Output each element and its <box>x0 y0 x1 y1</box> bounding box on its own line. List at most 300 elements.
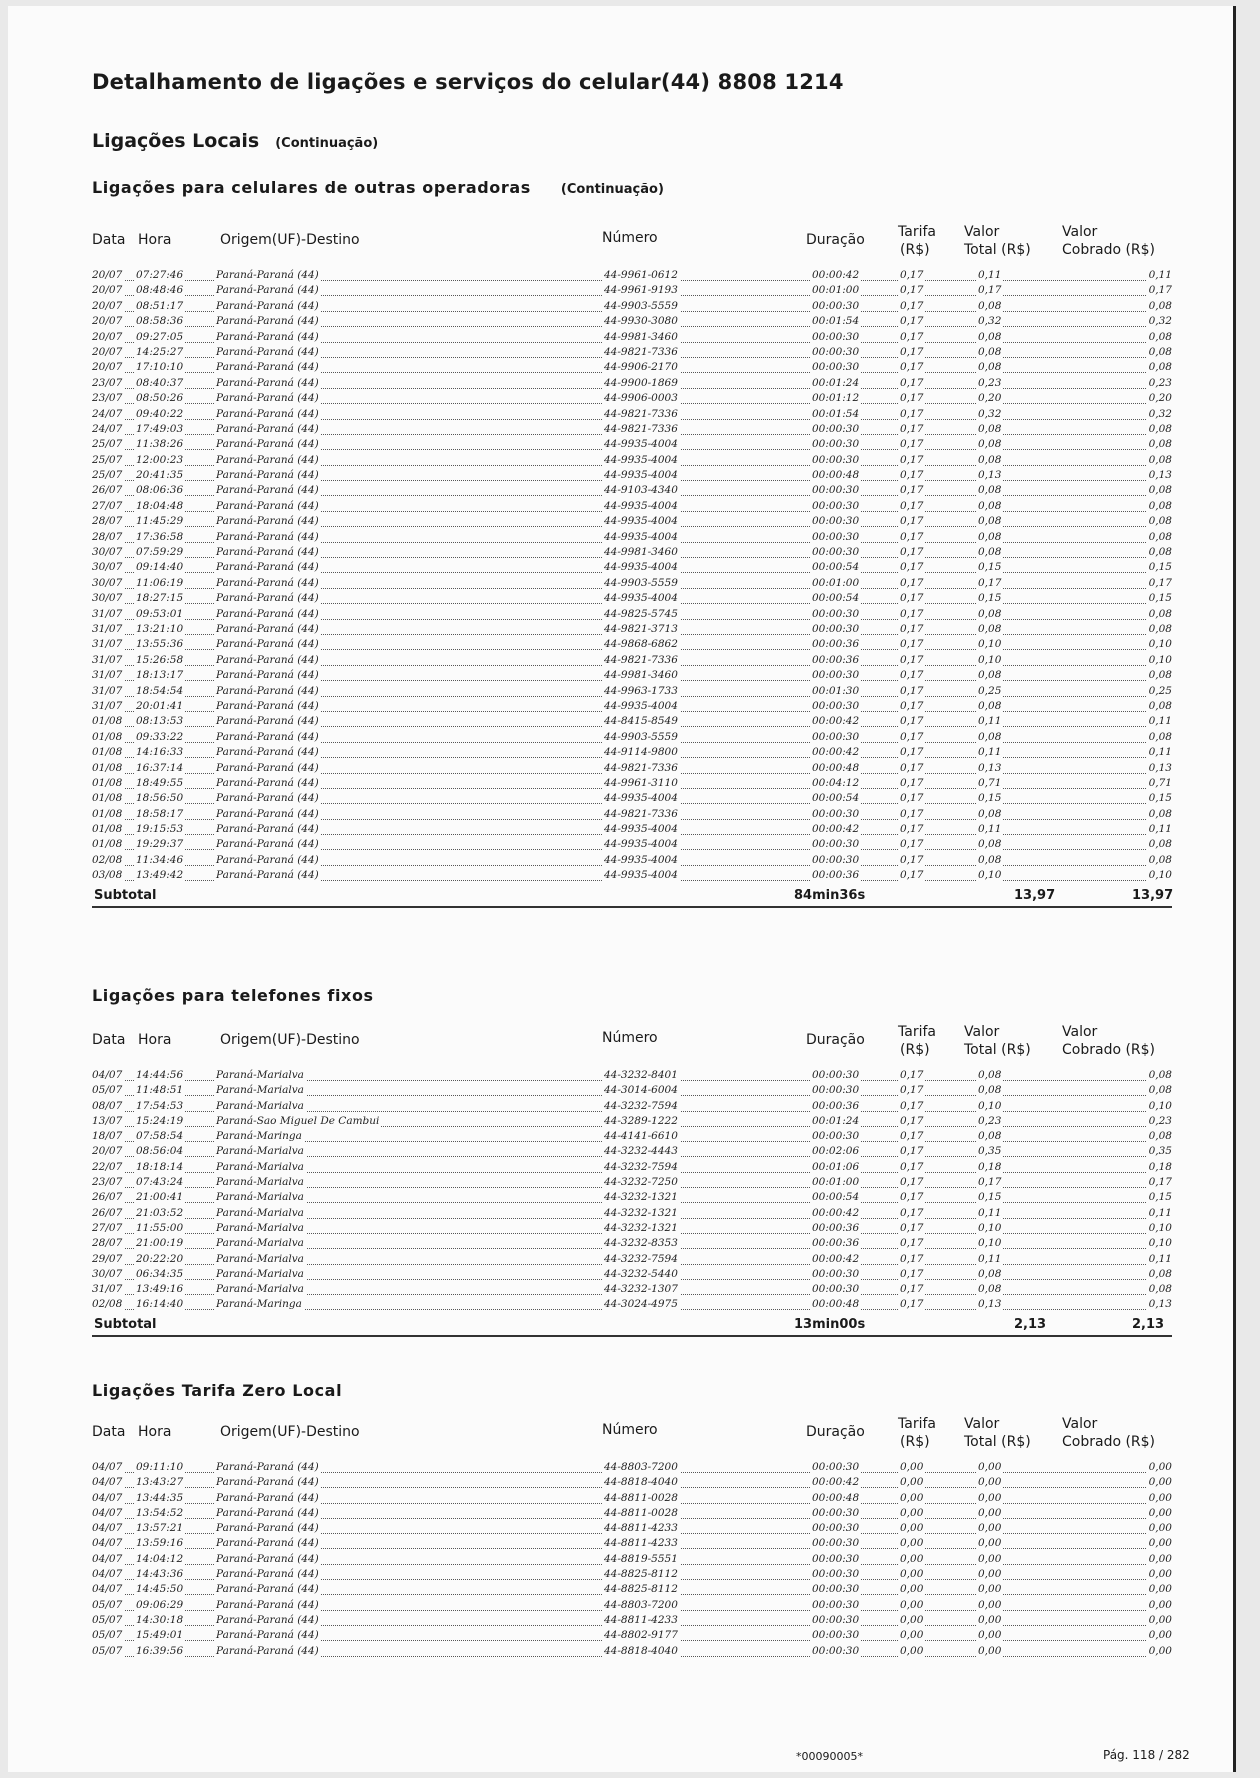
cell-time: 17:54:53 <box>136 1099 184 1112</box>
cell-origin-destination: Paraná-Marialva <box>216 1084 304 1097</box>
cell-charged: 0,17 <box>1148 1176 1172 1189</box>
cell-time: 11:45:29 <box>136 515 184 528</box>
cell-tariff: 0,17 <box>900 653 924 666</box>
cell-number: 44-9825-5745 <box>604 607 678 620</box>
section-note: (Continuação) <box>275 136 379 151</box>
cell-time: 20:41:35 <box>136 469 184 482</box>
cell-origin-destination: Paraná-Paraná (44) <box>216 869 319 882</box>
cell-duration: 00:01:54 <box>812 407 860 420</box>
cell-duration: 00:00:30 <box>812 699 860 712</box>
cell-duration: 00:00:30 <box>812 546 860 559</box>
cell-total: 0,13 <box>978 1298 1002 1311</box>
cell-charged: 0,00 <box>1148 1506 1172 1519</box>
cell-tariff: 0,00 <box>900 1537 924 1550</box>
cell-origin-destination: Paraná-Paraná (44) <box>216 1506 319 1519</box>
cell-duration: 00:00:30 <box>812 1583 860 1596</box>
cell-duration: 00:00:30 <box>812 1568 860 1581</box>
cell-charged: 0,10 <box>1148 869 1172 882</box>
table-row <box>92 745 1172 760</box>
cell-number: 44-3232-1321 <box>604 1221 678 1234</box>
column-header-cobrado-line1: Valor <box>1062 1024 1098 1040</box>
cell-tariff: 0,17 <box>900 792 924 805</box>
cell-number: 44-9821-7336 <box>604 407 678 420</box>
calls-table <box>92 224 1172 908</box>
cell-tariff: 0,00 <box>900 1461 924 1473</box>
cell-charged: 0,11 <box>1148 269 1172 281</box>
column-header-duracao: Duração <box>806 232 865 248</box>
cell-total: 0,00 <box>978 1568 1002 1581</box>
cell-date: 25/07 <box>92 453 123 466</box>
cell-date: 23/07 <box>92 392 123 405</box>
cell-time: 08:51:17 <box>136 299 184 312</box>
cell-origin-destination: Paraná-Paraná (44) <box>216 1568 319 1581</box>
cell-date: 31/07 <box>92 653 123 666</box>
cell-date: 31/07 <box>92 622 123 635</box>
cell-total: 0,08 <box>978 1283 1002 1296</box>
cell-number: 44-9821-7336 <box>604 422 678 435</box>
section-title <box>92 130 378 152</box>
cell-origin-destination: Paraná-Paraná (44) <box>216 576 319 589</box>
cell-time: 09:27:05 <box>136 330 184 343</box>
cell-charged: 0,18 <box>1148 1160 1172 1173</box>
cell-date: 31/07 <box>92 684 123 697</box>
cell-total: 0,08 <box>978 669 1002 682</box>
cell-charged: 0,00 <box>1148 1552 1172 1565</box>
cell-charged: 0,08 <box>1148 607 1172 620</box>
cell-charged: 0,00 <box>1148 1461 1172 1473</box>
cell-duration: 00:00:30 <box>812 1461 860 1473</box>
cell-time: 07:27:46 <box>136 269 184 281</box>
cell-origin-destination: Paraná-Paraná (44) <box>216 1461 319 1473</box>
table-row <box>92 1267 1172 1282</box>
cell-duration: 00:01:12 <box>812 392 860 405</box>
table-row <box>92 653 1172 668</box>
column-header-total-line1: Valor <box>964 1024 1000 1040</box>
cell-total: 0,17 <box>978 284 1002 297</box>
cell-date: 27/07 <box>92 1221 123 1234</box>
table-row <box>92 1552 1172 1567</box>
cell-number: 44-9930-3080 <box>604 315 678 328</box>
cell-tariff: 0,17 <box>900 699 924 712</box>
cell-time: 14:44:56 <box>136 1069 184 1081</box>
cell-number: 44-3232-1307 <box>604 1283 678 1296</box>
cell-time: 13:49:16 <box>136 1283 184 1296</box>
table-row <box>92 283 1172 298</box>
column-header-data: Data <box>92 1032 126 1048</box>
cell-duration: 00:01:24 <box>812 376 860 389</box>
cell-total: 0,08 <box>978 1084 1002 1097</box>
table-title-text: Ligações Tarifa Zero Local <box>92 1381 343 1400</box>
table-row <box>92 483 1172 498</box>
cell-number: 44-8811-0028 <box>604 1491 678 1504</box>
cell-time: 17:36:58 <box>136 530 184 543</box>
cell-total: 0,15 <box>978 592 1002 605</box>
cell-tariff: 0,17 <box>900 607 924 620</box>
cell-tariff: 0,00 <box>900 1613 924 1626</box>
cell-tariff: 0,17 <box>900 453 924 466</box>
column-header-data: Data <box>92 232 126 248</box>
cell-total: 0,13 <box>978 469 1002 482</box>
cell-duration: 00:00:30 <box>812 1522 860 1535</box>
cell-number: 44-8811-4233 <box>604 1537 678 1550</box>
cell-tariff: 0,17 <box>900 823 924 836</box>
cell-date: 28/07 <box>92 530 123 543</box>
cell-number: 44-3232-7594 <box>604 1160 678 1173</box>
table-title <box>92 1381 342 1400</box>
cell-total: 0,11 <box>978 715 1002 728</box>
cell-time: 09:40:22 <box>136 407 184 420</box>
cell-duration: 00:00:30 <box>812 530 860 543</box>
cell-number: 44-9935-4004 <box>604 453 678 466</box>
cell-total: 0,11 <box>978 269 1002 281</box>
column-header-tarifa-line2: (R$) <box>900 1042 930 1058</box>
cell-total: 0,13 <box>978 761 1002 774</box>
cell-origin-destination: Paraná-Marialva <box>216 1099 304 1112</box>
cell-number: 44-9821-3713 <box>604 622 678 635</box>
cell-tariff: 0,17 <box>900 530 924 543</box>
table-title-text: Ligações para celulares de outras operadoras <box>92 178 531 197</box>
column-header-numero: Número <box>602 1030 658 1046</box>
cell-total: 0,08 <box>978 438 1002 451</box>
cell-number: 44-9868-6862 <box>604 638 678 651</box>
column-header-tarifa-line1: Tarifa <box>898 1024 936 1040</box>
subtotal-duration: 13min00s <box>794 1316 866 1332</box>
cell-charged: 0,08 <box>1148 730 1172 743</box>
table-row <box>92 314 1172 329</box>
cell-date: 26/07 <box>92 484 123 497</box>
cell-time: 14:45:50 <box>136 1583 184 1596</box>
cell-origin-destination: Paraná-Paraná (44) <box>216 361 319 374</box>
cell-number: 44-9906-2170 <box>604 361 678 374</box>
cell-total: 0,15 <box>978 1191 1002 1204</box>
cell-origin-destination: Paraná-Paraná (44) <box>216 669 319 682</box>
cell-time: 13:55:36 <box>136 638 184 651</box>
cell-duration: 00:00:36 <box>812 869 860 882</box>
cell-total: 0,08 <box>978 1130 1002 1143</box>
table-row <box>92 1221 1172 1236</box>
cell-charged: 0,08 <box>1148 530 1172 543</box>
cell-origin-destination: Paraná-Paraná (44) <box>216 315 319 328</box>
cell-duration: 00:00:30 <box>812 730 860 743</box>
cell-total: 0,00 <box>978 1613 1002 1626</box>
cell-origin-destination: Paraná-Paraná (44) <box>216 1522 319 1535</box>
column-header-total-line2: Total (R$) <box>964 1434 1031 1450</box>
cell-origin-destination: Paraná-Paraná (44) <box>216 684 319 697</box>
subtotal-duration: 84min36s <box>794 887 866 903</box>
cell-tariff: 0,17 <box>900 1283 924 1296</box>
cell-time: 11:34:46 <box>136 853 184 866</box>
table-row <box>92 576 1172 591</box>
table-row <box>92 1129 1172 1144</box>
cell-date: 01/08 <box>92 776 123 789</box>
cell-origin-destination: Paraná-Paraná (44) <box>216 838 319 851</box>
column-header-origem: Origem(UF)-Destino <box>220 1032 360 1048</box>
table-row <box>92 837 1172 852</box>
table-row <box>92 1521 1172 1536</box>
cell-duration: 00:00:30 <box>812 1598 860 1611</box>
subtotal-label: Subtotal <box>94 887 157 903</box>
cell-charged: 0,15 <box>1148 592 1172 605</box>
cell-duration: 00:00:30 <box>812 1629 860 1642</box>
cell-tariff: 0,17 <box>900 1267 924 1280</box>
cell-time: 18:18:14 <box>136 1160 184 1173</box>
cell-charged: 0,08 <box>1148 361 1172 374</box>
cell-tariff: 0,17 <box>900 638 924 651</box>
cell-tariff: 0,17 <box>900 1160 924 1173</box>
cell-total: 0,00 <box>978 1629 1002 1642</box>
cell-date: 01/08 <box>92 838 123 851</box>
cell-total: 0,08 <box>978 299 1002 312</box>
cell-tariff: 0,00 <box>900 1568 924 1581</box>
cell-number: 44-9903-5559 <box>604 576 678 589</box>
cell-time: 13:43:27 <box>136 1476 184 1489</box>
table-row <box>92 761 1172 776</box>
cell-date: 04/07 <box>92 1491 123 1504</box>
cell-time: 19:29:37 <box>136 838 184 851</box>
cell-number: 44-3232-4443 <box>604 1145 678 1158</box>
cell-time: 16:37:14 <box>136 761 184 774</box>
cell-number: 44-9981-3460 <box>604 669 678 682</box>
cell-total: 0,17 <box>978 1176 1002 1189</box>
table-row <box>92 468 1172 483</box>
cell-total: 0,08 <box>978 853 1002 866</box>
cell-tariff: 0,17 <box>900 407 924 420</box>
cell-total: 0,10 <box>978 653 1002 666</box>
cell-charged: 0,08 <box>1148 438 1172 451</box>
table-row <box>92 376 1172 391</box>
column-header-origem: Origem(UF)-Destino <box>220 232 360 248</box>
cell-date: 30/07 <box>92 1267 123 1280</box>
cell-date: 25/07 <box>92 469 123 482</box>
table-row <box>92 684 1172 699</box>
cell-date: 18/07 <box>92 1130 123 1143</box>
cell-tariff: 0,17 <box>900 422 924 435</box>
page-number: Pág. 118 / 282 <box>1103 1748 1190 1762</box>
cell-tariff: 0,17 <box>900 853 924 866</box>
cell-origin-destination: Paraná-Paraná (44) <box>216 853 319 866</box>
cell-origin-destination: Paraná-Paraná (44) <box>216 392 319 405</box>
cell-date: 31/07 <box>92 607 123 620</box>
section-name: Ligações Locais <box>92 130 260 152</box>
cell-date: 30/07 <box>92 592 123 605</box>
cell-time: 09:06:29 <box>136 1598 184 1611</box>
cell-duration: 00:00:30 <box>812 345 860 358</box>
cell-date: 01/08 <box>92 807 123 820</box>
cell-charged: 0,10 <box>1148 1099 1172 1112</box>
cell-total: 0,32 <box>978 407 1002 420</box>
cell-date: 04/07 <box>92 1568 123 1581</box>
cell-number: 44-9935-4004 <box>604 438 678 451</box>
cell-date: 13/07 <box>92 1114 123 1127</box>
cell-origin-destination: Paraná-Sao Miguel De Cambui <box>216 1114 380 1127</box>
cell-duration: 00:00:30 <box>812 515 860 528</box>
cell-origin-destination: Paraná-Paraná (44) <box>216 299 319 312</box>
table-row <box>92 345 1172 360</box>
cell-origin-destination: Paraná-Paraná (44) <box>216 284 319 297</box>
cell-charged: 0,13 <box>1148 469 1172 482</box>
cell-date: 04/07 <box>92 1583 123 1596</box>
cell-date: 02/08 <box>92 853 123 866</box>
cell-origin-destination: Paraná-Paraná (44) <box>216 1598 319 1611</box>
cell-duration: 00:00:30 <box>812 622 860 635</box>
cell-origin-destination: Paraná-Paraná (44) <box>216 422 319 435</box>
cell-origin-destination: Paraná-Marialva <box>216 1221 304 1234</box>
cell-origin-destination: Paraná-Paraná (44) <box>216 1613 319 1626</box>
cell-tariff: 0,17 <box>900 1221 924 1234</box>
cell-time: 09:53:01 <box>136 607 184 620</box>
cell-number: 44-3232-7250 <box>604 1176 678 1189</box>
cell-duration: 00:00:30 <box>812 499 860 512</box>
cell-total: 0,08 <box>978 361 1002 374</box>
cell-origin-destination: Paraná-Paraná (44) <box>216 1583 319 1596</box>
cell-date: 04/07 <box>92 1476 123 1489</box>
table-row <box>92 560 1172 575</box>
table-row <box>92 330 1172 345</box>
cell-tariff: 0,00 <box>900 1552 924 1565</box>
column-header-hora: Hora <box>138 232 172 248</box>
cell-date: 20/07 <box>92 299 123 312</box>
cell-charged: 0,13 <box>1148 1298 1172 1311</box>
cell-number: 44-9981-3460 <box>604 330 678 343</box>
cell-charged: 0,32 <box>1148 407 1172 420</box>
cell-time: 08:48:46 <box>136 284 184 297</box>
cell-number: 44-9935-4004 <box>604 823 678 836</box>
cell-date: 20/07 <box>92 284 123 297</box>
cell-charged: 0,08 <box>1148 1130 1172 1143</box>
cell-total: 0,10 <box>978 869 1002 882</box>
cell-total: 0,00 <box>978 1644 1002 1657</box>
subtotal-label: Subtotal <box>94 1316 157 1332</box>
cell-charged: 0,00 <box>1148 1476 1172 1489</box>
cell-duration: 00:00:30 <box>812 607 860 620</box>
cell-time: 21:00:41 <box>136 1191 184 1204</box>
table-row <box>92 699 1172 714</box>
cell-duration: 00:00:54 <box>812 1191 860 1204</box>
column-header-tarifa-line1: Tarifa <box>898 1416 936 1432</box>
cell-date: 01/08 <box>92 730 123 743</box>
cell-total: 0,15 <box>978 792 1002 805</box>
cell-date: 28/07 <box>92 515 123 528</box>
cell-origin-destination: Paraná-Paraná (44) <box>216 453 319 466</box>
cell-duration: 00:00:30 <box>812 422 860 435</box>
cell-origin-destination: Paraná-Marialva <box>216 1283 304 1296</box>
cell-origin-destination: Paraná-Marialva <box>216 1145 304 1158</box>
subtotal-charged: 13,97 <box>1132 887 1174 903</box>
table-row <box>92 422 1172 437</box>
column-header-duracao: Duração <box>806 1032 865 1048</box>
cell-duration: 00:00:30 <box>812 669 860 682</box>
cell-tariff: 0,17 <box>900 299 924 312</box>
table-row <box>92 714 1172 729</box>
cell-origin-destination: Paraná-Paraná (44) <box>216 823 319 836</box>
table-row <box>92 1582 1172 1597</box>
cell-origin-destination: Paraná-Paraná (44) <box>216 699 319 712</box>
cell-tariff: 0,17 <box>900 761 924 774</box>
cell-date: 20/07 <box>92 330 123 343</box>
cell-tariff: 0,17 <box>900 1145 924 1158</box>
cell-tariff: 0,00 <box>900 1476 924 1489</box>
cell-duration: 00:00:30 <box>812 1267 860 1280</box>
cell-origin-destination: Paraná-Paraná (44) <box>216 515 319 528</box>
cell-total: 0,17 <box>978 576 1002 589</box>
cell-time: 13:49:42 <box>136 869 184 882</box>
table-row <box>92 1506 1172 1521</box>
cell-time: 08:58:36 <box>136 315 184 328</box>
cell-time: 18:13:17 <box>136 669 184 682</box>
cell-number: 44-3232-7594 <box>604 1252 678 1265</box>
cell-number: 44-8825-8112 <box>604 1583 678 1596</box>
cell-origin-destination: Paraná-Marialva <box>216 1252 304 1265</box>
cell-time: 14:16:33 <box>136 746 184 759</box>
cell-charged: 0,11 <box>1148 1206 1172 1219</box>
cell-tariff: 0,17 <box>900 669 924 682</box>
cell-tariff: 0,17 <box>900 1069 924 1081</box>
cell-date: 31/07 <box>92 638 123 651</box>
cell-number: 44-8811-4233 <box>604 1613 678 1626</box>
table-row <box>92 807 1172 822</box>
cell-date: 25/07 <box>92 438 123 451</box>
cell-duration: 00:00:30 <box>812 1613 860 1626</box>
cell-total: 0,08 <box>978 330 1002 343</box>
cell-duration: 00:00:36 <box>812 1099 860 1112</box>
cell-number: 44-9935-4004 <box>604 838 678 851</box>
table-row <box>92 1282 1172 1297</box>
cell-charged: 0,00 <box>1148 1598 1172 1611</box>
cell-date: 27/07 <box>92 499 123 512</box>
cell-number: 44-8811-0028 <box>604 1506 678 1519</box>
cell-charged: 0,00 <box>1148 1537 1172 1550</box>
table-row <box>92 453 1172 468</box>
table-row <box>92 607 1172 622</box>
cell-date: 23/07 <box>92 1176 123 1189</box>
cell-time: 09:14:40 <box>136 561 184 574</box>
cell-duration: 00:01:00 <box>812 1176 860 1189</box>
table-row <box>92 299 1172 314</box>
cell-duration: 00:00:54 <box>812 592 860 605</box>
cell-tariff: 0,17 <box>900 1191 924 1204</box>
table-row <box>92 391 1172 406</box>
cell-number: 44-8819-5551 <box>604 1552 678 1565</box>
cell-charged: 0,00 <box>1148 1613 1172 1626</box>
cell-number: 44-8818-4040 <box>604 1644 678 1657</box>
cell-charged: 0,00 <box>1148 1522 1172 1535</box>
cell-date: 20/07 <box>92 345 123 358</box>
cell-date: 05/07 <box>92 1084 123 1097</box>
cell-time: 08:56:04 <box>136 1145 184 1158</box>
table-row <box>92 437 1172 452</box>
column-header-hora: Hora <box>138 1424 172 1440</box>
table-row <box>92 637 1172 652</box>
cell-charged: 0,25 <box>1148 684 1172 697</box>
cell-total: 0,11 <box>978 1206 1002 1219</box>
cell-date: 05/07 <box>92 1598 123 1611</box>
cell-duration: 00:00:42 <box>812 1476 860 1489</box>
cell-date: 05/07 <box>92 1644 123 1657</box>
table-row <box>92 407 1172 422</box>
cell-time: 18:58:17 <box>136 807 184 820</box>
cell-total: 0,08 <box>978 730 1002 743</box>
column-header-hora: Hora <box>138 1032 172 1048</box>
cell-number: 44-9935-4004 <box>604 515 678 528</box>
cell-charged: 0,23 <box>1148 1114 1172 1127</box>
cell-total: 0,00 <box>978 1522 1002 1535</box>
cell-charged: 0,08 <box>1148 622 1172 635</box>
cell-origin-destination: Paraná-Marialva <box>216 1267 304 1280</box>
table-body <box>92 1068 1172 1313</box>
cell-charged: 0,00 <box>1148 1629 1172 1642</box>
cell-origin-destination: Paraná-Paraná (44) <box>216 546 319 559</box>
table-row <box>92 1567 1172 1582</box>
